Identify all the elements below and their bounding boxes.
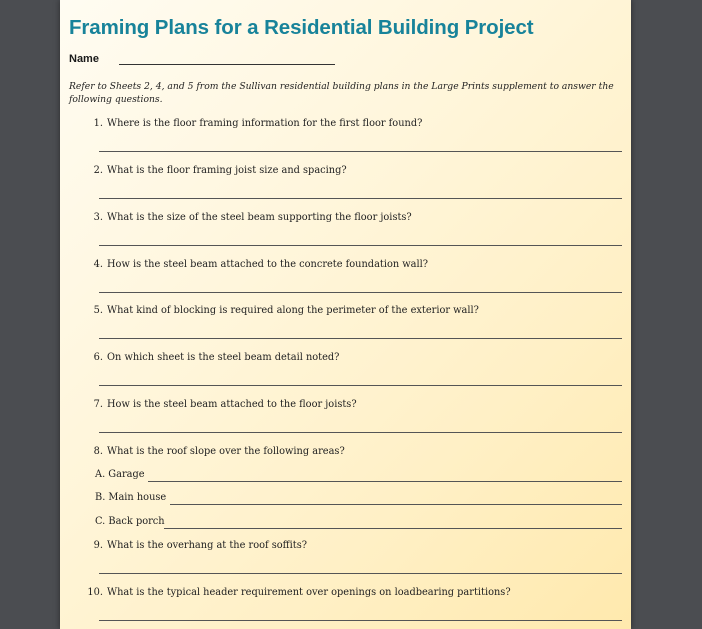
question-6: [73, 352, 339, 363]
question-number: 4.: [93, 259, 103, 270]
question-2: [73, 165, 347, 176]
sub-item-main-house: B. Main house: [95, 492, 167, 503]
question-7: [73, 399, 357, 410]
question-4: [73, 259, 428, 270]
question-8: [73, 446, 345, 457]
sub-item-back-porch: C. Back porch: [95, 516, 165, 527]
question-number: 3.: [93, 212, 103, 223]
answer-line-1[interactable]: [99, 151, 622, 152]
question-text: What kind of blocking is required along the perimeter of the exterior wall?: [107, 305, 479, 316]
answer-line-9[interactable]: [99, 573, 622, 574]
question-number: 2.: [93, 165, 103, 176]
question-number: 8.: [93, 446, 103, 457]
name-field-line[interactable]: [119, 64, 335, 65]
answer-line-5[interactable]: [99, 338, 622, 339]
answer-line-6[interactable]: [99, 385, 622, 386]
question-text: What is the size of the steel beam supporting the floor joists?: [107, 212, 412, 223]
question-number: 9.: [93, 540, 103, 551]
answer-line-garage[interactable]: [148, 481, 622, 482]
answer-line-10[interactable]: [99, 620, 622, 621]
question-number: 6.: [93, 352, 103, 363]
answer-line-4[interactable]: [99, 292, 622, 293]
worksheet-page: [60, 0, 631, 629]
question-number: 5.: [93, 305, 103, 316]
question-text: How is the steel beam attached to the floor joists?: [107, 399, 357, 410]
question-number: 7.: [93, 399, 103, 410]
instructions-text: Refer to Sheets 2, 4, and 5 from the Sullivan residential building plans in the Large Prints supplement to answer the following questions.: [69, 81, 614, 105]
question-9: [73, 540, 307, 551]
answer-line-back-porch[interactable]: [164, 528, 622, 529]
question-number: 1.: [93, 118, 103, 129]
page-title: Framing Plans for a Residential Building Project: [69, 16, 534, 39]
answer-line-3[interactable]: [99, 245, 622, 246]
answer-line-2[interactable]: [99, 198, 622, 199]
name-label: Name: [69, 53, 99, 65]
question-1: [73, 118, 422, 129]
question-text: How is the steel beam attached to the concrete foundation wall?: [107, 259, 429, 270]
question-text: What is the roof slope over the following areas?: [107, 446, 345, 457]
question-10: [73, 587, 511, 598]
question-text: What is the typical header requirement over openings on loadbearing partitions?: [107, 587, 511, 598]
question-text: On which sheet is the steel beam detail noted?: [107, 352, 340, 363]
answer-line-7[interactable]: [99, 432, 622, 433]
question-text: Where is the floor framing information for the first floor found?: [107, 118, 423, 129]
answer-line-main-house[interactable]: [170, 504, 622, 505]
question-text: What is the overhang at the roof soffits?: [107, 540, 307, 551]
sub-item-garage: A. Garage: [95, 469, 145, 480]
question-number: 10.: [87, 587, 103, 598]
question-5: [73, 305, 479, 316]
question-3: [73, 212, 412, 223]
question-text: What is the floor framing joist size and spacing?: [107, 165, 347, 176]
